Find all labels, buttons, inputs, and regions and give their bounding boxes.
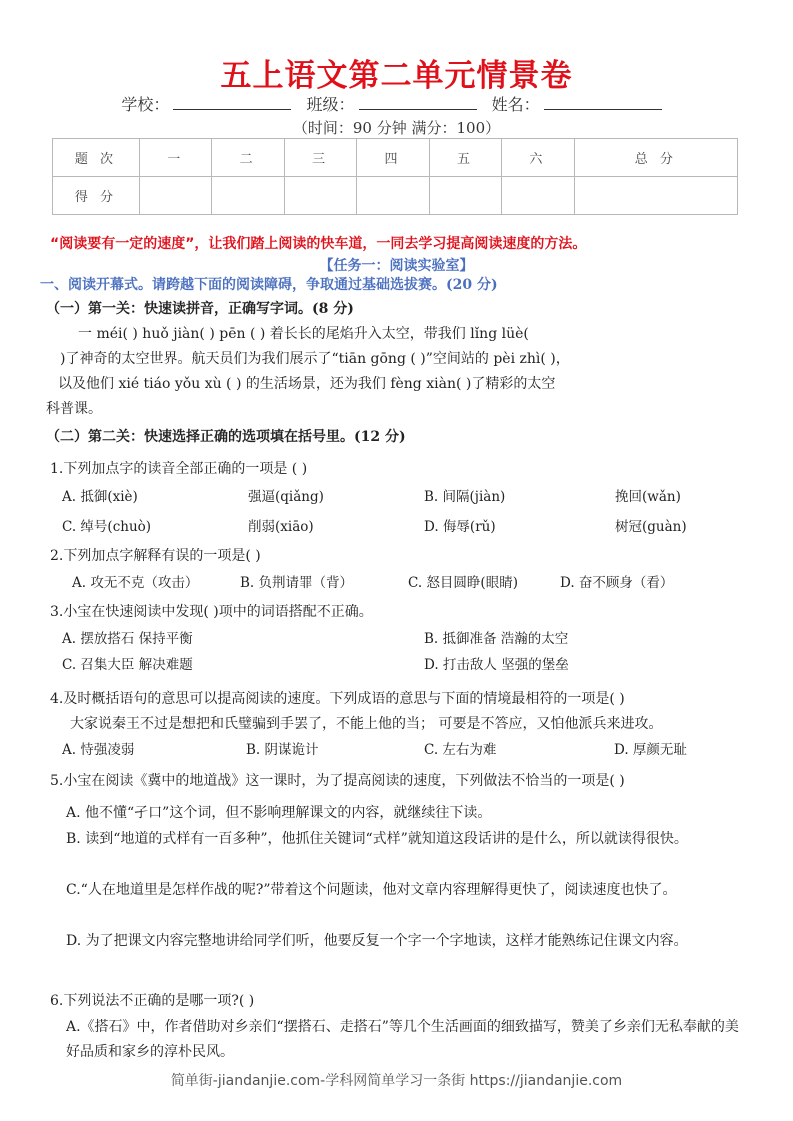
name-label: 姓名： — [491, 95, 540, 114]
score-table-header-row — [53, 139, 738, 177]
q2-option-a[interactable]: A. 攻无不克（攻击） — [72, 575, 199, 591]
score-row-label: 得 分 — [53, 177, 140, 215]
score-cell[interactable] — [429, 177, 501, 215]
q4-option-d[interactable]: D. 厚颜无耻 — [614, 742, 687, 758]
question-4-stem: 4.及时概括语句的意思可以提高阅读的速度。下列成语的意思与下面的情境最相符的一项是( ) — [50, 691, 625, 707]
class-label: 班级： — [306, 95, 355, 114]
student-info-line — [0, 92, 793, 115]
score-cell[interactable] — [140, 177, 212, 215]
score-header-cell: 总 分 — [574, 139, 737, 177]
part-2-heading: （二）第二关：快速选择正确的选项填在括号里。(12 分) — [46, 429, 406, 445]
question-3-stem: 3.小宝在快速阅读中发现( )项中的词语搭配不正确。 — [50, 604, 373, 620]
q2-option-b[interactable]: B. 负荆请罪（背） — [240, 575, 354, 591]
task-heading: 【任务一：阅读实验室】 — [319, 258, 474, 274]
q4-option-b[interactable]: B. 阴谋诡计 — [246, 742, 319, 758]
question-6-stem: 6.下列说法不正确的是哪一项?( ) — [50, 993, 255, 1009]
q5-option-d[interactable]: D. 为了把课文内容完整地讲给同学们听，他要反复一个字一个字地读，这样才能熟练记住课文内容。 — [66, 933, 688, 949]
q3-option-d[interactable]: D. 打击敌人 坚强的堡垒 — [424, 657, 569, 673]
pinyin-line-3: 以及他们 xié tiáo yǒu xù ( ) 的生活场景，还为我们 fèng xiàn( )了精彩的太空 — [58, 376, 556, 392]
q4-option-a[interactable]: A. 恃强凌弱 — [62, 742, 135, 758]
score-table-score-row — [53, 177, 738, 215]
score-header-cell: 三 — [284, 139, 356, 177]
score-header-cell: 二 — [212, 139, 284, 177]
score-cell[interactable] — [574, 177, 737, 215]
q1-option-b2: 挽回(wǎn) — [615, 489, 681, 505]
q3-option-b[interactable]: B. 抵御准备 浩瀚的太空 — [424, 631, 569, 647]
q1-option-c2: 削弱(xiāo) — [248, 519, 314, 535]
school-label: 学校： — [121, 95, 170, 114]
part-1-heading: （一）第一关：快速读拼音，正确写字词。(8 分) — [46, 301, 354, 317]
score-header-cell: 五 — [429, 139, 501, 177]
question-2-stem: 2.下列加点字解释有误的一项是( ) — [50, 548, 261, 564]
q1-option-b[interactable]: B. 间隔(jiàn) — [424, 489, 506, 505]
q5-option-b[interactable]: B. 读到“地道的式样有一百多种”，他抓住关键词“式样”就知道这段话讲的是什么，所以就读得很快。 — [66, 831, 688, 847]
q5-option-a[interactable]: A. 他不懂“孑口”这个词，但不影响理解课文的内容，就继续往下读。 — [66, 805, 492, 821]
question-4-context: 大家说秦王不过是想把和氏璧骗到手罢了，不能上他的当； 可要是不答应，又怕他派兵来进攻。 — [70, 716, 663, 732]
q1-option-a[interactable]: A. 抵御(xiè) — [62, 489, 138, 505]
footer-watermark: 简单街-jiandanjie.com-学科网简单学习一条街 https://jiandanjie.com — [170, 1073, 623, 1089]
class-field[interactable] — [359, 95, 477, 110]
q5-option-c[interactable]: C.“人在地道里是怎样作战的呢?”带着这个问题读，他对文章内容理解得更快了，阅读速度也快了。 — [66, 882, 677, 898]
score-cell[interactable] — [284, 177, 356, 215]
score-header-cell: 一 — [140, 139, 212, 177]
name-field[interactable] — [544, 95, 662, 110]
school-field[interactable] — [173, 95, 291, 110]
time-limit: （时间：90 分钟 满分：100） — [292, 119, 501, 137]
score-header-cell: 题 次 — [53, 139, 140, 177]
section-1-heading: 一、阅读开幕式。请跨越下面的阅读障碍，争取通过基础选拔赛。(20 分) — [40, 277, 498, 293]
score-cell[interactable] — [502, 177, 574, 215]
page-title: 五上语文第二单元情景卷 — [220, 58, 573, 94]
question-1-stem: 1.下列加点字的读音全部正确的一项是 ( ) — [50, 461, 308, 477]
score-header-cell: 四 — [357, 139, 429, 177]
score-cell[interactable] — [212, 177, 284, 215]
score-cell[interactable] — [357, 177, 429, 215]
pinyin-line-1: 一 méi( ) huǒ jiàn( ) pēn ( ) 着长长的尾焰升入太空，带我们 lǐng lüè( — [78, 326, 529, 342]
pinyin-line-2: )了神奇的太空世界。航天员们为我们展示了“tiān gōng ( )”空间站的 pèi zhì( )， — [60, 351, 570, 367]
q1-option-a2: 强逼(qiǎng) — [248, 489, 324, 505]
intro-note: “阅读要有一定的速度”，让我们踏上阅读的快车道，一同去学习提高阅读速度的方法。 — [50, 236, 587, 252]
question-5-stem: 5.小宝在阅读《冀中的地道战》这一课时，为了提高阅读的速度，下列做法不恰当的一项是( ) — [50, 773, 625, 789]
q1-option-d[interactable]: D. 侮辱(rǔ) — [424, 519, 496, 535]
pinyin-line-4: 科普课。 — [46, 401, 102, 417]
q1-option-d2: 树冠(guàn) — [615, 519, 687, 535]
q4-option-c[interactable]: C. 左右为难 — [424, 742, 497, 758]
score-table — [52, 138, 738, 215]
q2-option-c[interactable]: C. 怒目圆睁(眼睛) — [408, 575, 518, 591]
q1-option-c[interactable]: C. 绰号(chuò) — [62, 519, 152, 535]
q3-option-a[interactable]: A. 摆放搭石 保持平衡 — [62, 631, 193, 647]
q2-option-d[interactable]: D. 奋不顾身（看） — [560, 575, 674, 591]
score-header-cell: 六 — [502, 139, 574, 177]
q3-option-c[interactable]: C. 召集大臣 解决难题 — [62, 657, 193, 673]
q6-option-a[interactable]: A.《搭石》中，作者借助对乡亲们“摆搭石、走搭石”等几个生活画面的细致描写，赞美了乡亲们无私奉献的美好品质和家乡的淳朴民风。 — [66, 1019, 739, 1060]
